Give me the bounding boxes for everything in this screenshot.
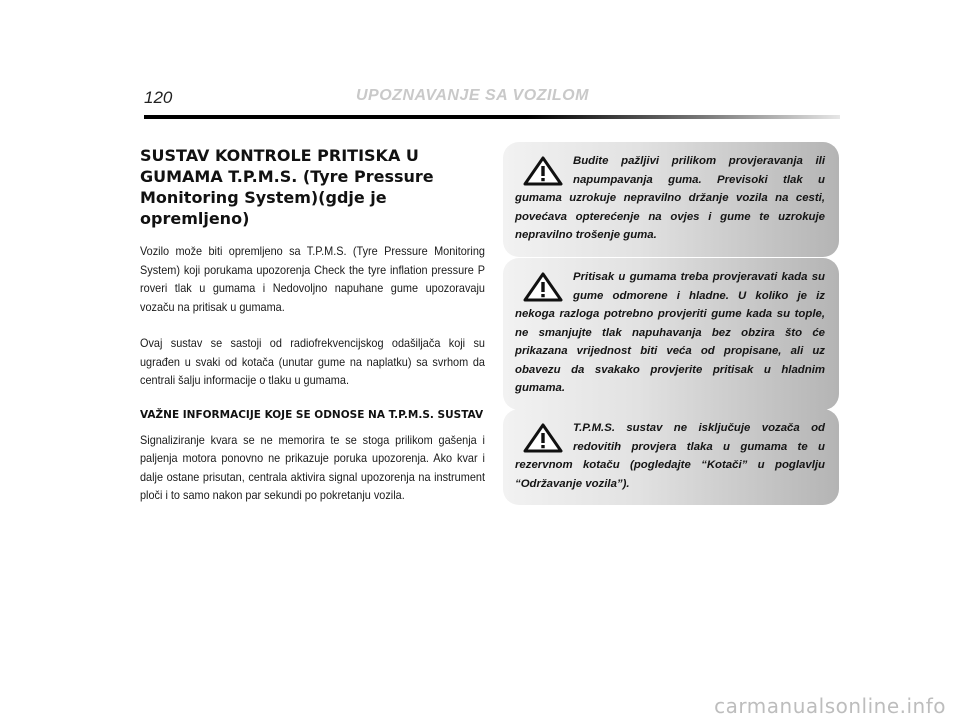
warning-text: Budite pažljivi prilikom provjeravanja ili napumpavanja guma. Previsoki tlak u gumama uzrokuje nepravilno držanje vozila na cesti, povećava opterećenje na ovjes i gume te uzrokuje nepravilno trošenje guma. bbox=[515, 155, 825, 241]
important-info-heading: VAŽNE INFORMACIJE KOJE SE ODNOSE NA T.P.M.S. SUSTAV bbox=[140, 408, 484, 421]
header-rule bbox=[144, 115, 840, 119]
warning-triangle-icon bbox=[523, 423, 563, 453]
intro-paragraph: Vozilo može biti opremljeno sa T.P.M.S. (Tyre Pressure Monitoring System) koji porukama upozorenja Check the tyre inflation pressure P roveri tlak u gumama i Nedovoljno napuhane gume upozoravaju vozaču na pritisak u gumama. bbox=[140, 245, 485, 314]
main-column bbox=[140, 145, 485, 524]
section-title: SUSTAV KONTROLE PRITISKA U GUMAMA T.P.M.S. (Tyre Pressure Monitoring System)(gdje je opremljeno) bbox=[140, 146, 434, 228]
warning-text: T.P.M.S. sustav ne isključuje vozača od redovitih provjera tlaka u gumama te u rezervnom kotaču (pogledajte “Kotači” u poglavlju “Održavanje vozila”). bbox=[515, 422, 825, 490]
warning-triangle-icon bbox=[523, 156, 563, 186]
warning-triangle-icon bbox=[523, 272, 563, 302]
page-number: 120 bbox=[144, 88, 173, 107]
warning-box-cold-tyres bbox=[503, 258, 839, 410]
warning-box-inflation bbox=[503, 142, 839, 257]
fault-paragraph: Signaliziranje kvara se ne memorira te se stoga prilikom gašenja i paljenja motora ponovno ne prikazuje poruka upozorenja. Ako kvar i dalje ostane prisutan, centrala aktivira signal upozorenja na instrument ploči i to samo nakon par sekundi po pokretanju vozila. bbox=[140, 433, 485, 502]
chapter-title: UPOZNAVANJE SA VOZILOM bbox=[356, 87, 589, 104]
system-paragraph: Ovaj sustav se sastoji od radiofrekvencijskog odašiljača koji su ugrađen u svaki od kotača (unutar gume na naplatku) sa svrhom da centrali šalju informacije o tlaku u gumama. bbox=[140, 337, 485, 387]
warning-text: Pritisak u gumama treba provjeravati kada su gume odmorene i hladne. U koliko je iz nekoga razloga potrebno provjeriti gume kada su tople, ne smanjujte tlak napuhavanja bez obzira što će prikazana vrijednost biti veća od propisane, ali uz obavezu da svakako provjerite pritisak u hladnim gumama. bbox=[515, 271, 825, 394]
watermark: carmanualsonline.info bbox=[714, 694, 946, 718]
warning-box-tpms-checks bbox=[503, 409, 839, 505]
